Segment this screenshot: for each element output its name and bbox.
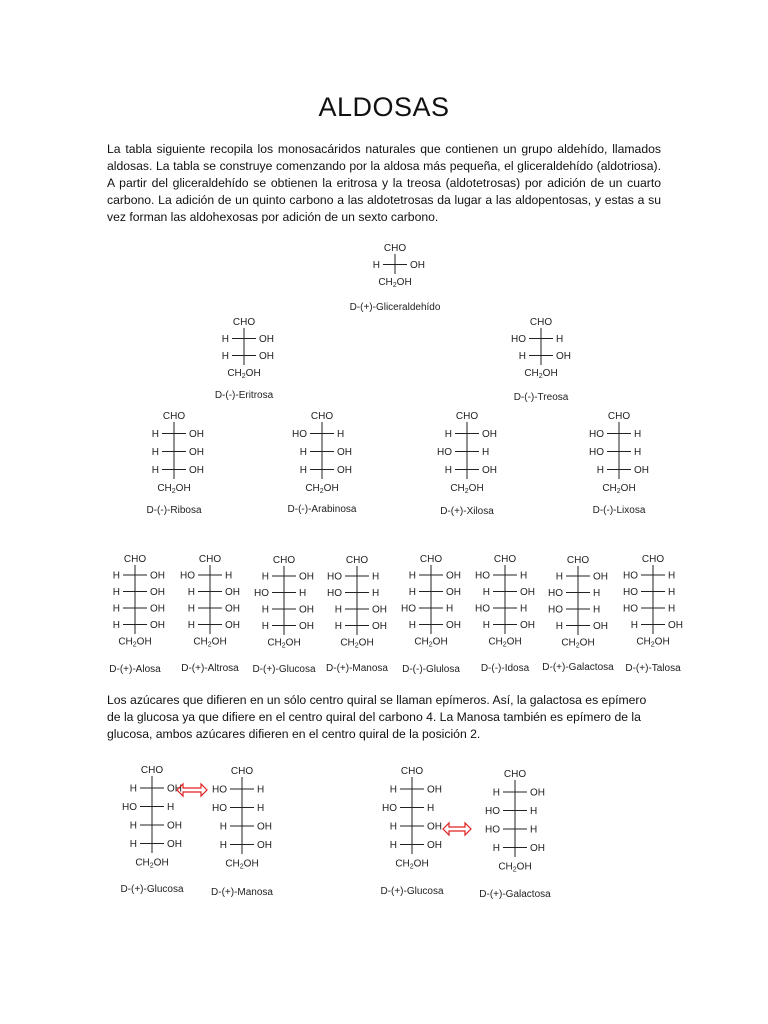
ch2oh-label: $CH_2OH$: [414, 636, 448, 649]
sugar-name: D-(-)-Treosa: [513, 392, 569, 403]
ho-label: HO: [623, 570, 638, 582]
sugar-name: D-(+)-Galactosa: [479, 889, 551, 900]
oh-label: OH: [556, 351, 571, 362]
ch2oh-label: $CH_2OH$: [524, 368, 558, 380]
oh-label: OH: [257, 840, 272, 851]
oh-label: OH: [257, 821, 272, 833]
cho-label: CHO: [383, 243, 407, 254]
ch2oh-label: $CH_2OH$: [602, 483, 636, 495]
ho-label: HO: [548, 588, 563, 599]
ch2oh-label: $CH_2OH$: [636, 636, 670, 649]
ho-label: HO: [475, 570, 490, 582]
ch2oh-label: $CH_2OH$: [561, 637, 595, 650]
oh-label: OH: [427, 784, 442, 796]
fischer-dribosa: [147, 411, 205, 516]
h-label: H: [372, 571, 380, 583]
fischer-dlixosa: [589, 411, 649, 516]
ho-label: HO: [180, 570, 195, 582]
sugar-name: D-(+)-Glucosa: [252, 664, 316, 675]
h-label: H: [630, 620, 638, 631]
h-label: H: [372, 260, 380, 271]
oh-label: OH: [634, 465, 649, 476]
h-label: H: [129, 820, 137, 832]
h-label: H: [129, 783, 137, 795]
oh-label: OH: [530, 787, 545, 799]
ho-label: HO: [212, 784, 227, 796]
h-label: H: [593, 588, 601, 599]
oh-label: OH: [410, 260, 425, 271]
cho-label: CHO: [641, 554, 665, 565]
h-label: H: [634, 429, 642, 440]
h-label: H: [219, 840, 227, 851]
h-label: H: [187, 587, 195, 598]
h-label: H: [518, 351, 526, 362]
oh-label: OH: [150, 570, 165, 582]
cho-label: CHO: [230, 766, 254, 777]
sugar-name: D-(+)-Altrosa: [181, 663, 239, 674]
ho-label: HO: [485, 824, 500, 836]
sugar-name: D-(+)-Manosa: [211, 887, 273, 898]
cho-label: CHO: [493, 554, 517, 565]
oh-label: OH: [530, 843, 545, 854]
cho-label: CHO: [123, 554, 147, 565]
fischer-dglucosa: [380, 766, 444, 897]
sugar-name: D-(+)-Galactosa: [542, 662, 614, 673]
h-label: H: [129, 839, 137, 850]
ch2oh-label: $CH_2OH$: [193, 636, 227, 649]
h-label: H: [167, 802, 175, 813]
h-label: H: [221, 351, 229, 362]
oh-label: OH: [593, 571, 608, 583]
oh-label: OH: [225, 603, 240, 615]
oh-label: OH: [337, 465, 352, 476]
ho-label: HO: [254, 588, 269, 599]
oh-label: OH: [337, 447, 352, 458]
sugar-name: D-(+)-Glucosa: [120, 884, 184, 895]
h-label: H: [334, 604, 342, 616]
ho-label: HO: [623, 587, 638, 598]
intro-paragraph: La tabla siguiente recopila los monosacáridos naturales que contienen un grupo aldehído, llamados aldosas. La tabla se construye comenzando por la aldosa más pequeña, el gliceraldehído (aldotriosa). A partir del gliceraldehído se obtienen la eritrosa y la treosa (aldotetrosas) por adición de un cuarto carbono. La adición de un quinto carbono a las aldotetrosas da lugar a las aldopentosas, y estas a su vez forman las aldohexosas por adición de un sexto carbono.: [107, 142, 661, 224]
ho-label: HO: [485, 806, 500, 817]
cho-label: CHO: [198, 554, 222, 565]
sugar-name: D-(+)-Glucosa: [380, 886, 444, 897]
sugar-name: D-(+)-Gliceraldehído: [349, 302, 441, 313]
oh-label: OH: [299, 571, 314, 583]
oh-label: OH: [446, 587, 461, 598]
ch2oh-label: $CH_2OH$: [267, 637, 301, 650]
h-label: H: [668, 570, 676, 582]
ho-label: HO: [589, 429, 604, 440]
fischer-dalosa: [109, 554, 165, 675]
fischer-dglulosa: [401, 554, 461, 675]
oh-label: OH: [189, 447, 204, 458]
oh-label: OH: [372, 604, 387, 616]
h-label: H: [112, 570, 120, 582]
oh-label: OH: [427, 840, 442, 851]
cho-label: CHO: [345, 555, 369, 566]
oh-label: OH: [167, 820, 182, 832]
sugar-name: D-(+)-Alosa: [109, 664, 161, 675]
fischer-dxilosa: [437, 411, 497, 517]
ho-label: HO: [437, 447, 452, 458]
oh-label: OH: [259, 334, 274, 345]
ch2oh-label: $CH_2OH$: [378, 277, 412, 289]
h-label: H: [221, 334, 229, 345]
ho-label: HO: [382, 803, 397, 814]
h-label: H: [492, 843, 500, 854]
h-label: H: [634, 447, 642, 458]
sugar-name: D-(-)-Eritrosa: [214, 390, 274, 401]
fischer-darabinosa: [288, 411, 357, 515]
oh-label: OH: [299, 621, 314, 632]
h-label: H: [444, 465, 452, 476]
h-label: H: [389, 840, 397, 851]
oh-label: OH: [593, 621, 608, 632]
h-label: H: [408, 570, 416, 582]
fischer-dmanosa: [326, 555, 388, 674]
h-label: H: [389, 784, 397, 796]
page-title: ALDOSAS: [318, 92, 450, 122]
h-label: H: [555, 571, 563, 583]
h-label: H: [151, 465, 159, 476]
ch2oh-label: $CH_2OH$: [305, 483, 339, 495]
ch2oh-label: $CH_2OH$: [340, 637, 374, 650]
oh-label: OH: [668, 620, 683, 631]
ho-label: HO: [589, 447, 604, 458]
aldose-tree: [109, 243, 683, 675]
oh-label: OH: [482, 465, 497, 476]
oh-label: OH: [299, 604, 314, 616]
h-label: H: [261, 604, 269, 616]
h-label: H: [482, 447, 490, 458]
fischer-dglucosa: [120, 765, 184, 895]
h-label: H: [389, 821, 397, 833]
h-label: H: [112, 587, 120, 598]
ch2oh-label: $CH_2OH$: [498, 861, 532, 874]
ho-label: HO: [212, 803, 227, 814]
sugar-name: D-(-)-Lixosa: [592, 505, 646, 516]
ho-label: HO: [292, 429, 307, 440]
cho-label: CHO: [419, 554, 443, 565]
cho-label: CHO: [400, 766, 424, 777]
h-label: H: [261, 571, 269, 583]
oh-label: OH: [482, 429, 497, 440]
oh-label: OH: [372, 621, 387, 632]
h-label: H: [112, 620, 120, 631]
cho-label: CHO: [162, 411, 186, 422]
h-label: H: [593, 604, 601, 616]
h-label: H: [482, 587, 490, 598]
h-label: H: [520, 603, 528, 615]
oh-label: OH: [167, 839, 182, 850]
epimer-comparison: [120, 765, 551, 900]
h-label: H: [257, 784, 265, 796]
h-label: H: [492, 787, 500, 799]
ch2oh-label: $CH_2OH$: [450, 483, 484, 495]
cho-label: CHO: [607, 411, 631, 422]
oh-label: OH: [150, 620, 165, 631]
fischer-dtreosa: [511, 317, 571, 403]
fischer-dtalosa: [623, 554, 683, 674]
h-label: H: [444, 429, 452, 440]
h-label: H: [372, 588, 380, 599]
ho-label: HO: [327, 588, 342, 599]
ch2oh-label: $CH_2OH$: [488, 636, 522, 649]
oh-label: OH: [427, 821, 442, 833]
cho-label: CHO: [310, 411, 334, 422]
h-label: H: [225, 570, 233, 582]
sugar-name: D-(-)-Ribosa: [146, 505, 202, 516]
oh-label: OH: [446, 570, 461, 582]
glucosa-galactosa-arrow: [443, 823, 471, 835]
h-label: H: [219, 821, 227, 833]
oh-label: OH: [225, 620, 240, 631]
ch2oh-label: $CH_2OH$: [118, 636, 152, 649]
h-label: H: [337, 429, 345, 440]
h-label: H: [299, 447, 307, 458]
oh-label: OH: [520, 620, 535, 631]
oh-label: OH: [150, 587, 165, 598]
ho-label: HO: [511, 334, 526, 345]
h-label: H: [334, 621, 342, 632]
cho-label: CHO: [272, 555, 296, 566]
oh-label: OH: [225, 587, 240, 598]
ho-label: HO: [401, 603, 416, 615]
sugar-name: D-(-)-Arabinosa: [287, 504, 357, 515]
h-label: H: [299, 465, 307, 476]
ho-label: HO: [548, 604, 563, 616]
ch2oh-label: $CH_2OH$: [135, 857, 169, 870]
cho-label: CHO: [455, 411, 479, 422]
h-label: H: [408, 620, 416, 631]
h-label: H: [530, 806, 538, 817]
cho-label: CHO: [140, 765, 164, 776]
epimer-paragraph: Los azúcares que difieren en un sólo centro quiral se llaman epímeros. Así, la galactosa es epímero de la glucosa ya que difiere en el centro quiral del carbono 4. La Manosa también es epímero de la glucosa, ambos azúcares difieren en el centro quiral de la posición 2.: [107, 693, 647, 741]
ho-label: HO: [327, 571, 342, 583]
fischer-dglucosa: [252, 555, 316, 675]
oh-label: OH: [189, 465, 204, 476]
h-label: H: [520, 570, 528, 582]
ho-label: HO: [475, 603, 490, 615]
h-label: H: [446, 603, 454, 615]
oh-label: OH: [259, 351, 274, 362]
sugar-name: D-(-)-Glulosa: [402, 664, 460, 675]
h-label: H: [408, 587, 416, 598]
ch2oh-label: $CH_2OH$: [395, 858, 429, 871]
h-label: H: [596, 465, 604, 476]
h-label: H: [482, 620, 490, 631]
h-label: H: [151, 447, 159, 458]
h-label: H: [427, 803, 435, 814]
cho-label: CHO: [232, 317, 256, 328]
h-label: H: [151, 429, 159, 440]
h-label: H: [112, 603, 120, 615]
ch2oh-label: $CH_2OH$: [157, 483, 191, 495]
fischer-dmanosa: [211, 766, 273, 898]
double-arrow-icon: [443, 823, 471, 835]
ho-label: HO: [122, 802, 137, 813]
oh-label: OH: [520, 587, 535, 598]
h-label: H: [668, 587, 676, 598]
cho-label: CHO: [503, 769, 527, 780]
sugar-name: D-(+)-Manosa: [326, 663, 388, 674]
h-label: H: [299, 588, 307, 599]
fischer-dgalactosa: [479, 769, 551, 900]
h-label: H: [530, 824, 538, 836]
h-label: H: [556, 334, 564, 345]
sugar-name: D-(-)-Idosa: [480, 663, 530, 674]
fischer-didosa: [475, 554, 535, 674]
sugar-name: D-(+)-Talosa: [625, 663, 681, 674]
oh-label: OH: [150, 603, 165, 615]
ch2oh-label: $CH_2OH$: [225, 858, 259, 871]
fischer-dgliceraldehdo: [350, 243, 441, 313]
h-label: H: [668, 603, 676, 615]
ho-label: HO: [623, 603, 638, 615]
cho-label: CHO: [529, 317, 553, 328]
oh-label: OH: [189, 429, 204, 440]
h-label: H: [187, 620, 195, 631]
oh-label: OH: [446, 620, 461, 631]
fischer-daltrosa: [180, 554, 240, 674]
h-label: H: [555, 621, 563, 632]
oh-label: OH: [167, 783, 182, 795]
fischer-dgalactosa: [542, 555, 614, 673]
ch2oh-label: $CH_2OH$: [227, 368, 261, 380]
sugar-name: D-(+)-Xilosa: [440, 506, 494, 517]
fischer-deritrosa: [215, 317, 274, 401]
cho-label: CHO: [566, 555, 590, 566]
h-label: H: [187, 603, 195, 615]
h-label: H: [261, 621, 269, 632]
h-label: H: [257, 803, 265, 814]
